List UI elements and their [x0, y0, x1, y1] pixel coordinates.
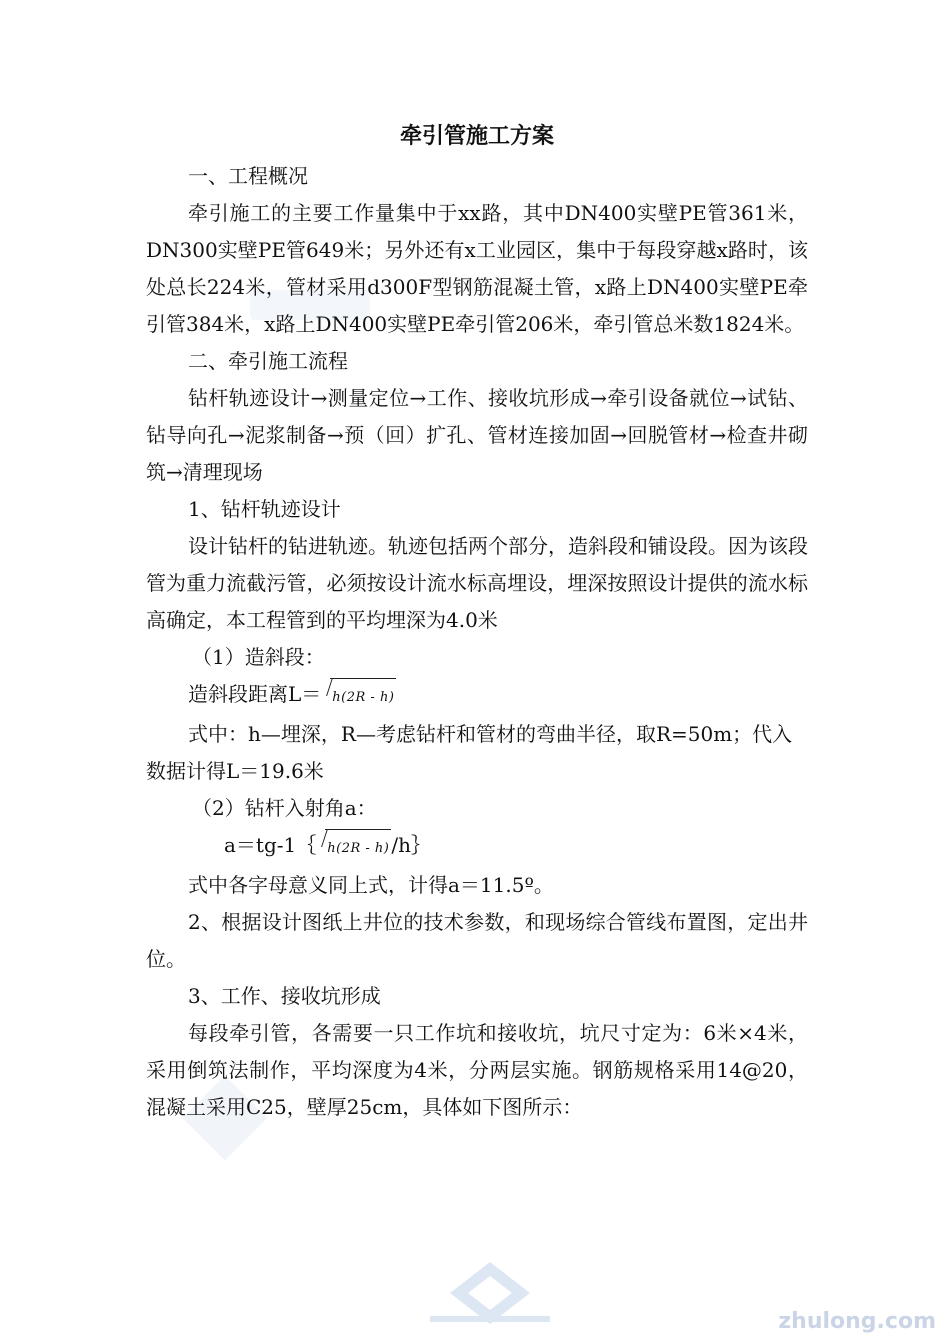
paragraph-pits: 每段牵引管，各需要一只工作坑和接收坑，坑尺寸定为：6米×4米，采用倒筑法制作，平均深度为4米，分两层实施。钢筋规格采用14@20，混凝土采用C25，壁厚25cm，具体如下图所示： — [146, 1021, 808, 1119]
paragraph-process: 钻杆轨迹设计→测量定位→工作、接收坑形成→牵引设备就位→试钻、钻导向孔→泥浆制备→预（回）扩孔、管材连接加固→回脱管材→检查井砌筑→清理现场 — [146, 386, 808, 484]
item-heading-slope-section: （1）造斜段： — [192, 645, 325, 669]
paragraph-trajectory: 设计钻杆的钻进轨迹。轨迹包括两个部分，造斜段和铺设段。因为该段管为重力流截污管，必须按设计流水标高埋设，埋深按照设计提供的流水标高确定，本工程管到的平均埋深为4.0米 — [146, 534, 808, 632]
item-heading-entry-angle: （2）钻杆入射角a： — [192, 796, 377, 820]
zhulong-logo-icon — [420, 1258, 560, 1328]
sqrt-symbol — [316, 827, 391, 867]
formula-prefix: 造斜段距离L＝ — [188, 682, 322, 706]
document-body — [146, 118, 808, 1126]
paragraph-overview: 牵引施工的主要工作量集中于xx路，其中DN400实壁PE管361米，DN300实壁PE管649米；另外还有x工业园区，集中于每段穿越x路时，该处总长224米，管材采用d300F型钢筋混凝土管，x路上DN400实壁PE牵引管384米，x路上DN400实壁PE牵引管206米，牵引管总米数1824米。 — [146, 201, 808, 336]
formula-entry-angle — [146, 827, 808, 867]
formula-note-line-1: 式中：h—埋深，R—考虑钻杆和管材的弯曲半径，取R=50m；代入 — [188, 722, 793, 746]
formula2-suffix: /h｝ — [391, 833, 431, 857]
formula-note-line-2: 数据计得L＝19.6米 — [146, 759, 324, 783]
formula2-prefix: a＝tg-1｛ — [224, 833, 317, 857]
subsection-heading-pits: 3、工作、接收坑形成 — [188, 984, 381, 1008]
paragraph-well-position: 2、根据设计图纸上井位的技术参数，和现场综合管线布置图，定出井位。 — [146, 910, 808, 971]
formula2-note: 式中各字母意义同上式，计得a＝11.5º。 — [188, 873, 554, 897]
page-title: 牵引管施工方案 — [399, 123, 554, 149]
section-heading-process: 二、牵引施工流程 — [188, 349, 348, 373]
subsection-heading-trajectory: 1、钻杆轨迹设计 — [188, 497, 341, 521]
formula2-radicand: h(2R - h) — [325, 829, 391, 867]
watermark-text: zhulong.com — [778, 1309, 936, 1334]
formula-radicand: h(2R - h) — [330, 678, 396, 716]
formula-slope-distance — [146, 676, 808, 716]
sqrt-symbol — [321, 676, 396, 716]
section-heading-overview: 一、工程概况 — [188, 164, 308, 188]
